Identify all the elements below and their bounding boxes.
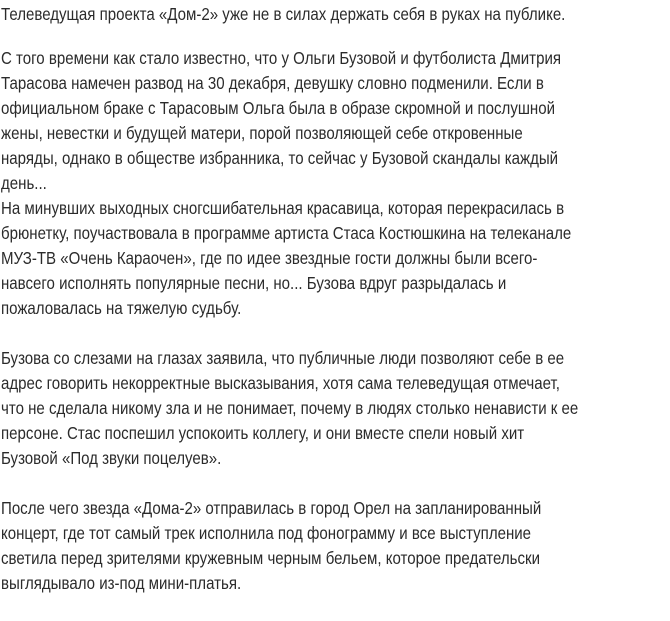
text-line: Тарасова намечен развод на 30 декабря, девушку словно подменили. Если в [1, 73, 544, 93]
text-line: После чего звезда «Дома-2» отправилась в город Орел на запланированный [1, 498, 542, 518]
text-line: Телеведущая проекта «Дом-2» уже не в силах держать себя в руках на публике. [1, 4, 566, 24]
text-line: На минувших выходных сногсшибательная красавица, которая перекрасилась в [1, 198, 565, 218]
paragraph [1, 196, 670, 321]
text-line: адрес говорить некорректные высказывания, хотя сама телеведущая отмечает, [1, 373, 560, 393]
text-line: выглядывало из-под мини-платья. [1, 573, 242, 593]
text-line: жены, невестки и будущей матери, порой позволяющей себе откровенные [1, 123, 523, 143]
text-line: навсего исполнять популярные песни, но... Бузова вдруг разрыдалась и [1, 273, 507, 293]
text-line: пожаловалась на тяжелую судьбу. [1, 298, 242, 318]
text-line: наряды, однако в обществе избранника, то сейчас у Бузовой скандалы каждый [1, 148, 559, 168]
text-line: МУЗ-ТВ «Очень Караочен», где по идее звездные гости должны были всего- [1, 248, 538, 268]
paragraph [1, 496, 670, 596]
text-line: день... [1, 173, 47, 193]
text-line: что не сделала никому зла и не понимает, почему в людях столько ненависти к ее [1, 398, 579, 418]
text-line: брюнетку, поучаствовала в программе артиста Стаса Костюшкина на телеканале [1, 223, 572, 243]
text-line: светила перед зрителями кружевным черным бельем, которое предательски [1, 548, 541, 568]
text-line: персоне. Стас поспешил успокоить коллегу, и они вместе спели новый хит [1, 423, 525, 443]
text-line: Бузовой «Под звуки поцелуев». [1, 448, 222, 468]
text-line: официальном браке с Тарасовым Ольга была в образе скромной и послушной [1, 98, 556, 118]
paragraph [1, 346, 670, 471]
text-line: С того времени как стало известно, что у Ольги Бузовой и футболиста Дмитрия [1, 48, 562, 68]
article-body [1, 2, 670, 621]
article-lead [1, 2, 670, 27]
text-line: Бузова со слезами на глазах заявила, что публичные люди позволяют себе в ее [1, 348, 565, 368]
paragraph [1, 46, 670, 196]
text-line: концерт, где тот самый трек исполнила под фонограмму и все выступление [1, 523, 532, 543]
